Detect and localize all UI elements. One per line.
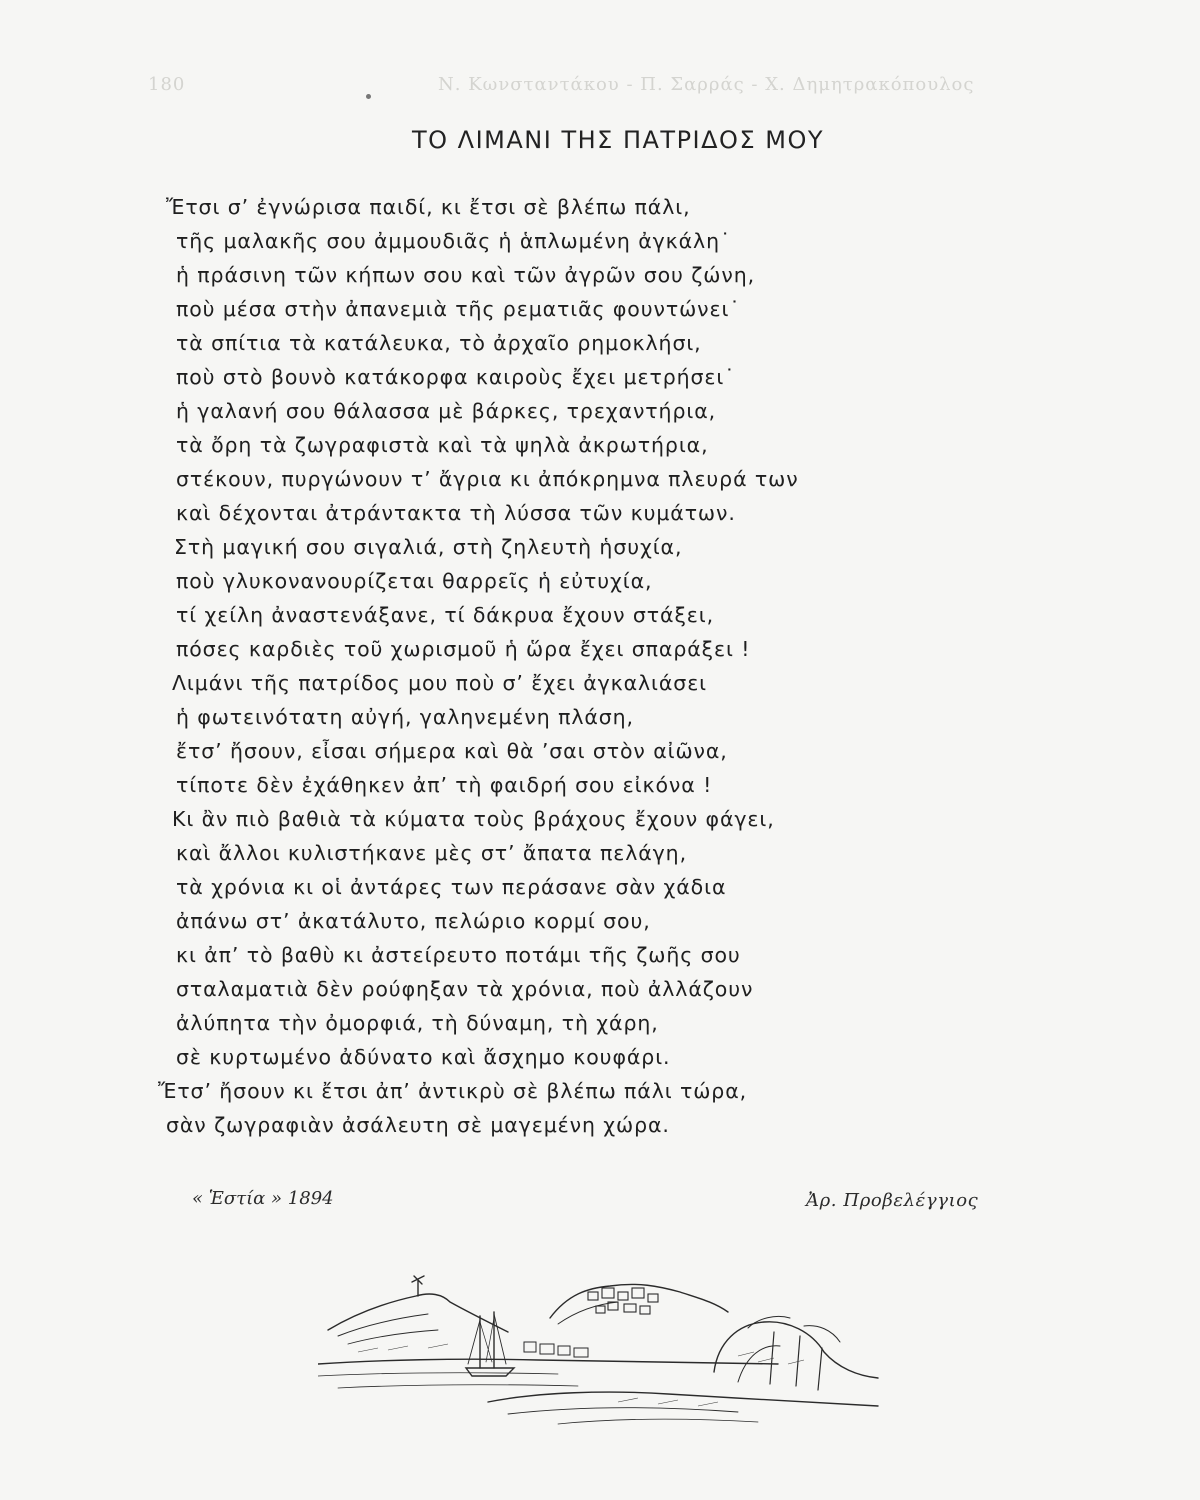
poem-line: τὰ χρόνια κι οἱ ἀντάρες των περάσανε σὰν χάδια (176, 875, 727, 899)
poem-line: τὰ ὄρη τὰ ζωγραφιστὰ καὶ τὰ ψηλὰ ἀκρωτήρια, (176, 433, 709, 457)
poem-line: τῆς μαλακῆς σου ἀμμουδιᾶς ἡ ἁπλωμένη ἀγκάλη˙ (176, 229, 732, 253)
poem-line: πόσες καρδιὲς τοῦ χωρισμοῦ ἡ ὥρα ἔχει σπαράξει ! (176, 637, 751, 661)
poem-line: τὰ σπίτια τὰ κατάλευκα, τὸ ἀρχαῖο ρημοκλήσι, (176, 331, 702, 355)
page-number: 180 (148, 74, 186, 95)
poem-line: ἡ γαλανή σου θάλασσα μὲ βάρκες, τρεχαντήρια, (176, 399, 717, 423)
poem-line: ποὺ γλυκονανουρίζεται θαρρεῖς ἡ εὐτυχία, (176, 569, 653, 593)
poem-line: Ἔτσι σ’ ἐγνώρισα παιδί, κι ἔτσι σὲ βλέπω πάλι, (166, 195, 691, 219)
poem-line: σταλαματιὰ δὲν ρούφηξαν τὰ χρόνια, ποὺ ἀλλάζουν (176, 977, 754, 1001)
show-through-header (148, 74, 1028, 104)
poem-line: ἀπάνω στ’ ἀκατάλυτο, πελώριο κορμί σου, (176, 909, 651, 933)
poem-source: « Ἑστία » 1894 (192, 1188, 334, 1209)
poem-line: Λιμάνι τῆς πατρίδος μου ποὺ σ’ ἔχει ἀγκαλιάσει (172, 671, 708, 695)
poem-line: καὶ ἄλλοι κυλιστήκανε μὲς στ’ ἄπατα πελάγη, (176, 841, 687, 865)
poem-line: ποὺ μέσα στὴν ἀπανεμιὰ τῆς ρεματιᾶς φουντώνει˙ (176, 297, 741, 321)
poem-line: Κι ἂν πιὸ βαθιὰ τὰ κύματα τοὺς βράχους ἔχουν φάγει, (172, 807, 775, 831)
poem-line: ἀλύπητα τὴν ὀμορφιά, τὴ δύναμη, τὴ χάρη, (176, 1011, 659, 1035)
poem-line: ἡ φωτεινότατη αὐγή, γαληνεμένη πλάση, (176, 705, 634, 729)
running-title: Ν. Κωνσταντάκου - Π. Σαρράς - Χ. Δημητρακόπουλος (438, 74, 975, 95)
poem-line: σὰν ζωγραφιὰν ἀσάλευτη σὲ μαγεμένη χώρα. (166, 1113, 670, 1137)
poem-line: στέκουν, πυργώνουν τ’ ἄγρια κι ἀπόκρημνα πλευρά των (176, 467, 799, 491)
poem-line: τίποτε δὲν ἐχάθηκεν ἀπ’ τὴ φαιδρή σου εἰκόνα ! (176, 773, 713, 797)
poem-line: ἡ πράσινη τῶν κήπων σου καὶ τῶν ἀγρῶν σου ζώνη, (176, 263, 756, 287)
poem-title: ΤΟ ΛΙΜΑΝΙ ΤΗΣ ΠΑΤΡΙΔΟΣ ΜΟΥ (412, 126, 824, 154)
harbor-engraving-illustration (318, 1252, 882, 1432)
poem-line: ἔτσ’ ἤσουν, εἶσαι σήμερα καὶ θὰ ’σαι στὸν αἰῶνα, (176, 739, 728, 763)
poem-line: καὶ δέχονται ἀτράντακτα τὴ λύσσα τῶν κυμάτων. (176, 501, 736, 525)
poem-author: Ἀρ. Προβελέγγιος (806, 1190, 979, 1211)
poem-line: Στὴ μαγική σου σιγαλιά, στὴ ζηλευτὴ ἡσυχία, (174, 535, 683, 559)
poem-line: κι ἀπ’ τὸ βαθὺ κι ἀστείρευτο ποτάμι τῆς ζωῆς σου (176, 943, 741, 967)
poem-line: τί χείλη ἀναστενάξανε, τί δάκρυα ἔχουν στάξει, (176, 603, 715, 627)
poem-line: σὲ κυρτωμένο ἀδύνατο καὶ ἄσχημο κουφάρι. (176, 1045, 671, 1069)
poem-line: Ἔτσ’ ἤσουν κι ἔτσι ἀπ’ ἀντικρὺ σὲ βλέπω πάλι τώρα, (158, 1079, 748, 1103)
poem-line: ποὺ στὸ βουνὸ κατάκορφα καιροὺς ἔχει μετρήσει˙ (176, 365, 736, 389)
ink-dot (366, 94, 371, 99)
